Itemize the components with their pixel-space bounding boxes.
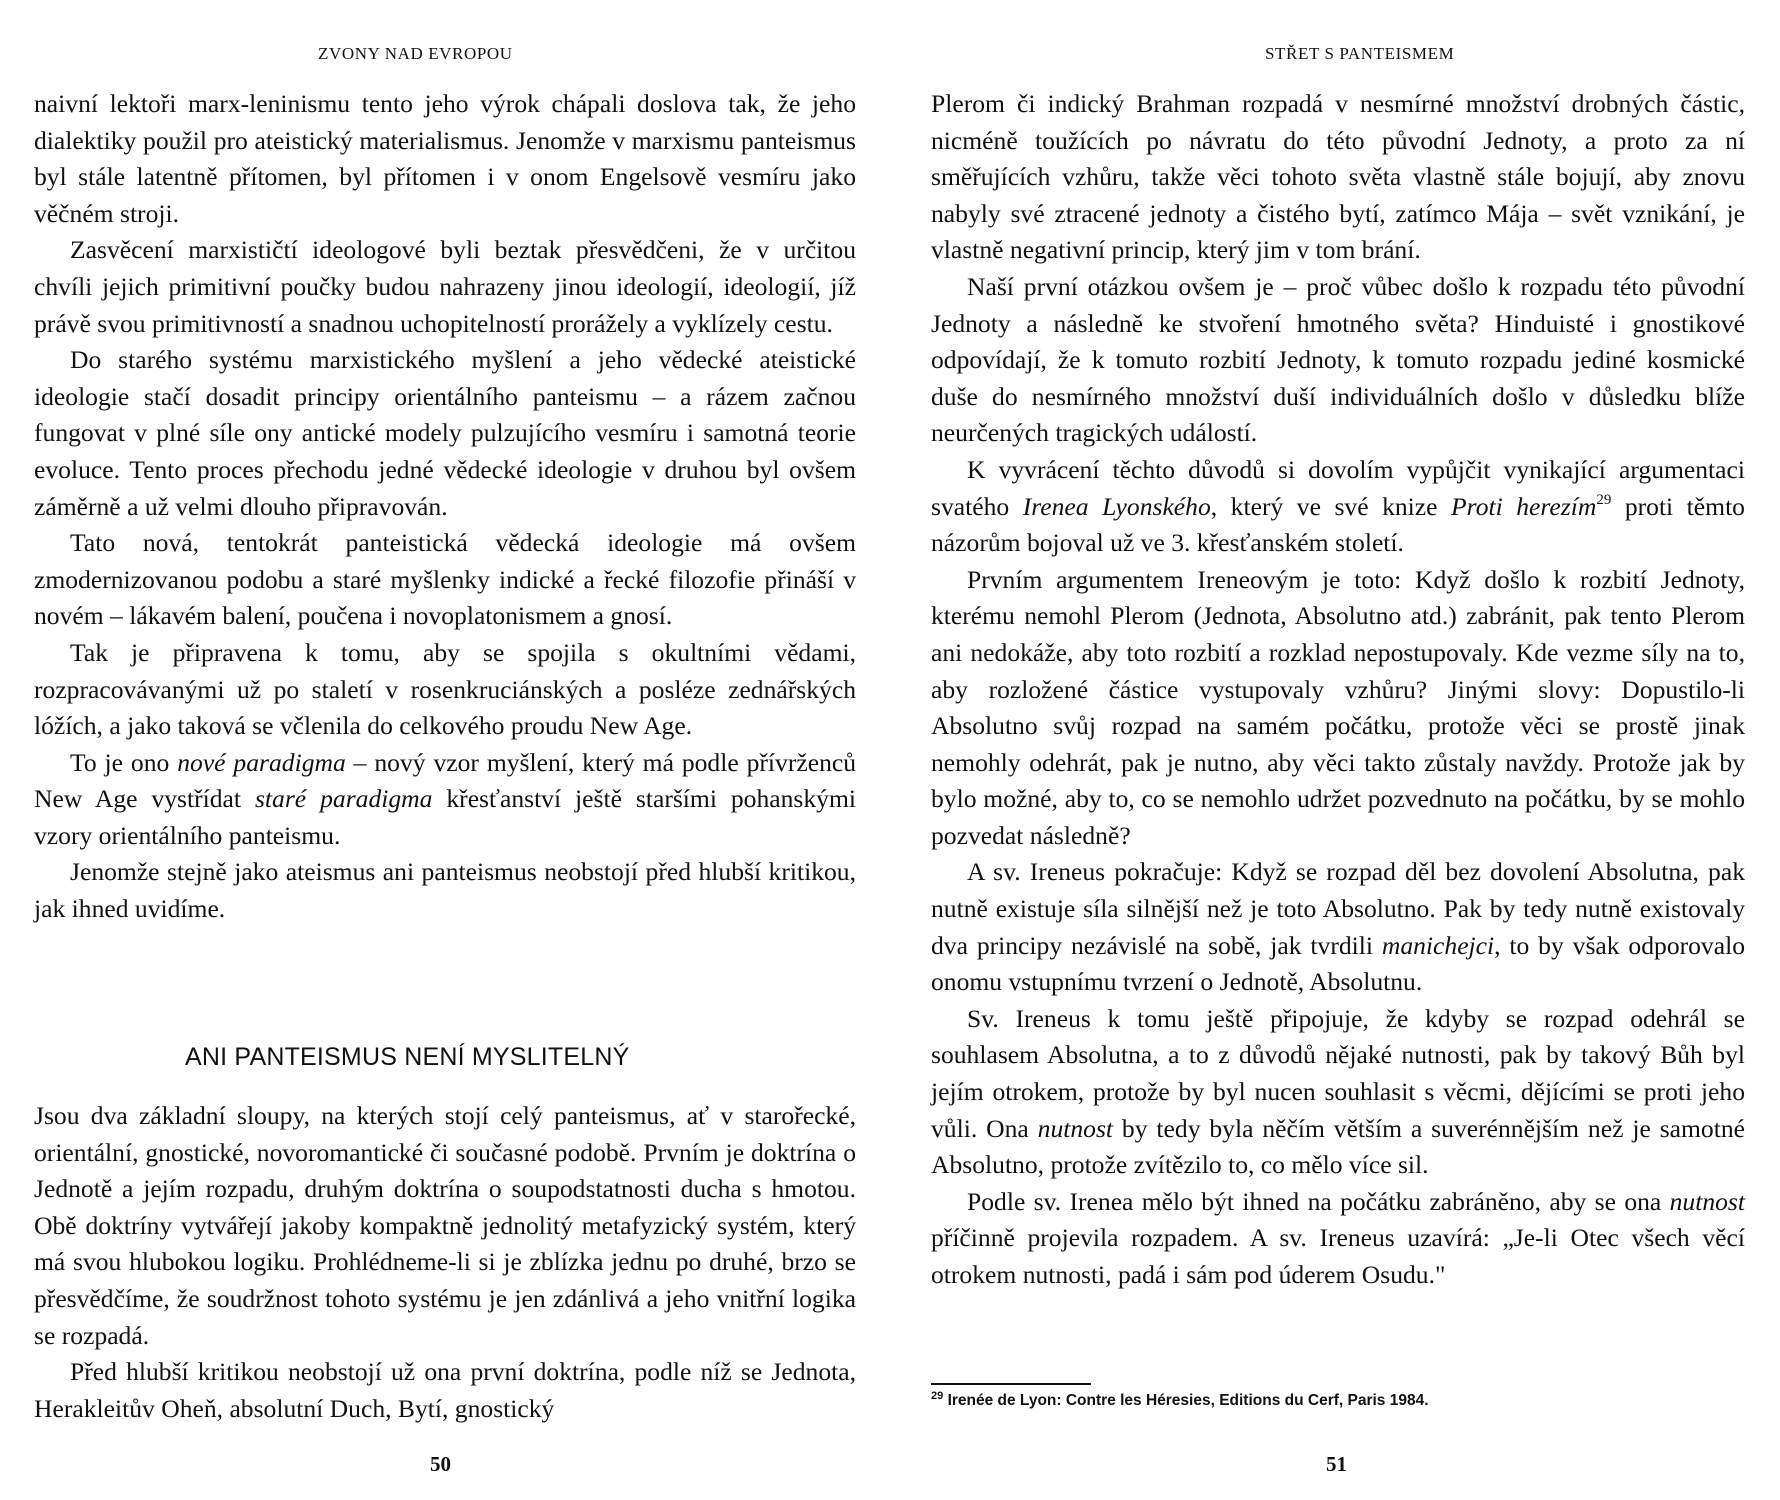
paragraph: Jenomže stejně jako ateismus ani panteismus neobstojí před hlubší kritikou, jak ihned uvidíme. [34, 857, 856, 924]
paragraph: Zasvěcení marxističtí ideologové byli beztak přesvědčeni, že v určitou chvíli jejich primitivní poučky budou nahrazeny jinou ideologií, ideologií, jíž právě svou primitivností a snadnou uchopitelností prorážely a vyklízely cestu. [34, 235, 856, 338]
running-head-right: STŘET S PANTEISMEM [1265, 44, 1455, 63]
right-text-block [931, 86, 1745, 1294]
left-text-block-top [34, 86, 856, 928]
page-number-left: 50 [430, 1452, 451, 1476]
footnote-rule [931, 1383, 1091, 1385]
paragraph: Podle sv. Irenea mělo být ihned na počátku zabráněno, aby se ona nutnost příčinně projevila rozpadem. A sv. Ireneus uzavírá: „Je-li Otec všech věcí otrokem nutnosti, padá i sám pod úderem Osudu." [931, 1186, 1745, 1289]
right-page [890, 0, 1780, 1500]
paragraph: Před hlubší kritikou neobstojí už ona první doktrína, podle níž se Jednota, Herakleitův Oheň, absolutní Duch, Bytí, gnostický [34, 1357, 856, 1423]
paragraph: Plerom či indický Brahman rozpadá v nesmírné množství drobných částic, nicméně toužících po návratu do této původní Jednoty, a proto za ní směřujících vzhůru, takže věci tohoto světa vlastně stále bojují, aby znovu nabyly své ztracené jednoty a čistého bytí, zatímco Mája – svět vznikání, je vlastně negativní princip, který jim v tom brání. [931, 89, 1745, 265]
italic-title: Proti herezím [1451, 491, 1597, 521]
paragraph-paradigma: To je ono nové paradigma – nový vzor myšlení, který má podle přívrženců New Age vystřídat staré paradigma křesťanství ještě staršími pohanskými vzory orientálního panteismu. [34, 747, 857, 850]
italic-term: manichejci [1381, 930, 1495, 960]
italic-term: staré paradigma [254, 784, 433, 814]
paragraph: Prvním argumentem Ireneovým je toto: Když došlo k rozbití Jednoty, kterému nemohl Plerom (Jednota, Absolutno atd.) zabránit, pak tento Plerom ani nedokáže, aby toto rozbití a rozklad nepostupovaly. Kde vezme síly na to, aby rozložené částice vystupovaly vzhůru? Jinými slovy: Dopustilo-li Absolutno svůj rozpad na samém počátku, protože věci se prostě jinak nemohly odehrát, pak je nutno, aby věci takto zůstaly navždy. Protože jak by bylo možné, aby to, co se nemohlo udržet pozvednuto na počátku, by se mohlo pozvedat následně? [931, 564, 1745, 850]
footnote: $^{29}$ Irenée de Lyon: Contre les Héresies, Editions du Cerf, Paris 1984. [931, 1390, 1429, 1409]
paragraph-irenaeus: K vyvrácení těchto důvodů si dovolím vypůjčit vynikající argumentaci svatého Irenea Lyonského, který ve své knize Proti herezím$^{29}$ proti těmto názorům bojoval už ve 3. křesťanském století. [931, 454, 1745, 558]
italic-name: Irenea Lyonského [1022, 491, 1211, 521]
italic-term: nutnost [1669, 1186, 1745, 1216]
paragraph: A sv. Ireneus pokračuje: Když se rozpad děl bez dovolení Absolutna, pak nutně existuje síla silnější než je toto Absolutno. Pak by tedy nutně existovaly dva principy nezávislé na sobě, jak tvrdili manichejci, to by však odporovalo onomu vstupnímu tvrzení o Jednotě, Absolutnu. [931, 857, 1745, 997]
paragraph: Jsou dva základní sloupy, na kterých stojí celý panteismus, ať v starořecké, orientální, gnostické, novoromantické či současné podobě. Prvním je doktrína o Jednotě a jejím rozpadu, druhým doktrína o soupodstatnosti ducha s hmotou. Obě doktríny vytvářejí jakoby kompaktně jednolitý metafyzický systém, který má svou hlubokou logiku. Prohlédneme-li si je zblízka jednu po druhé, brzo se přesvědčíme, že soudržnost tohoto systému je jen zdánlivá a jeho vnitřní logika se rozpadá. [34, 1101, 856, 1350]
paragraph: Tak je připravena k tomu, aby se spojila s okultními vědami, rozpracovávanými už po staletí v rosenkruciánských a posléze zednářských lóžích, a jako taková se včlenila do celkového proudu New Age. [34, 637, 856, 741]
running-head-left: ZVONY NAD EVROPOU [318, 44, 513, 63]
paragraph: naivní lektoři marx-leninismu tento jeho výrok chápali doslova tak, že jeho dialektiky použil pro ateistický materialismus. Jenomže v marxismu panteismus byl stále latentně přítomen, byl přítomen i v onom Engelsově vesmíru jako věčném stroji. [34, 89, 856, 228]
section-heading: ANI PANTEISMUS NENÍ MYSLITELNÝ [185, 1043, 630, 1071]
left-text-block-bottom [34, 1098, 856, 1427]
page-number-right: 51 [1326, 1452, 1347, 1476]
italic-term: nové paradigma [177, 747, 346, 777]
italic-term: nutnost [1037, 1113, 1114, 1143]
paragraph: Naší první otázkou ovšem je – proč vůbec došlo k rozpadu této původní Jednoty a následně ke stvoření hmotného světa? Hinduisté i gnostikové odpovídají, že k tomuto rozbití Jednoty, k tomuto rozpadu jediné kosmické duše do nesmírného množství duší individuálních došlo v důsledku blíže neurčených tragických událostí. [931, 271, 1745, 448]
paragraph: Do starého systému marxistického myšlení a jeho vědecké ateistické ideologie stačí dosadit principy orientálního panteismu – a rázem začnou fungovat v plné síle ony antické modely pulzujícího vesmíru i samotná teorie evoluce. Tento proces přechodu jedné vědecké ideologie v druhou byl ovšem záměrně a už velmi dlouho připravován. [34, 345, 856, 521]
paragraph: Tato nová, tentokrát panteistická vědecká ideologie má ovšem zmodernizovanou podobu a staré myšlenky indické a řecké filozofie přináší v novém – lákavém balení, poučena i novoplatonismem a gnosí. [34, 528, 856, 631]
paragraph: Sv. Ireneus k tomu ještě připojuje, že kdyby se rozpad odehrál se souhlasem Absolutna, a to z důvodů nějaké nutnosti, pak by takový Bůh byl jejím otrokem, protože by byl nucen souhlasit s věcmi, dějícími se proti jeho vůli. Ona nutnost by tedy byla něčím větším a suverénnějším než je samotné Absolutno, protože zvítězilo to, co mělo více sil. [931, 1003, 1745, 1180]
footnote-ref: 29 [1596, 491, 1612, 508]
footnote-number: 29 [931, 1390, 944, 1402]
